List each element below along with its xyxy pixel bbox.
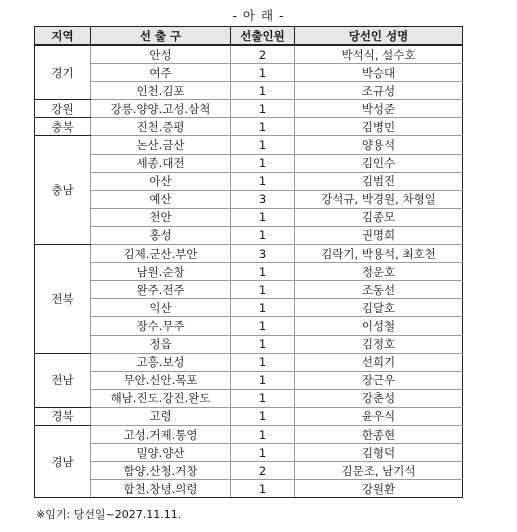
- district-cell: 고흥.보성: [91, 353, 231, 371]
- count-cell: 1: [231, 281, 295, 299]
- count-cell: 1: [231, 444, 295, 462]
- district-cell: 고령: [91, 407, 231, 425]
- district-cell: 무안.신안.목포: [91, 371, 231, 389]
- page-heading: - 아 래 -: [232, 8, 285, 23]
- count-cell: 1: [231, 371, 295, 389]
- column-header-region: 지역: [35, 27, 91, 46]
- table-row: [35, 82, 463, 100]
- district-cell: 정읍: [91, 335, 231, 353]
- names-cell: 조동선: [295, 281, 463, 299]
- district-cell: 함양.산청.거창: [91, 462, 231, 480]
- table-row: [35, 154, 463, 172]
- count-cell: 1: [231, 407, 295, 425]
- names-cell: 강석규, 박경원, 차형일: [295, 190, 463, 208]
- names-cell: 조규성: [295, 82, 463, 100]
- region-cell: 전남: [35, 353, 91, 407]
- column-header-count: 선출인원: [231, 27, 295, 46]
- table-row: [35, 190, 463, 208]
- names-cell: 윤우식: [295, 407, 463, 425]
- region-cell: 경북: [35, 407, 91, 425]
- names-cell: 양용석: [295, 136, 463, 154]
- names-cell: 장근우: [295, 371, 463, 389]
- table-row: [35, 281, 463, 299]
- table-row: [35, 136, 463, 154]
- district-cell: 강릉.양양.고성.삼척: [91, 100, 231, 118]
- table-row: [35, 444, 463, 462]
- count-cell: 1: [231, 299, 295, 317]
- table-row: [35, 389, 463, 407]
- district-cell: 진천.증평: [91, 118, 231, 136]
- region-cell: 강원: [35, 100, 91, 118]
- names-cell: 김문조, 남기석: [295, 462, 463, 480]
- count-cell: 1: [231, 263, 295, 281]
- table-header-row: [35, 27, 463, 46]
- count-cell: 1: [231, 425, 295, 443]
- table-row: [35, 317, 463, 335]
- count-cell: 1: [231, 82, 295, 100]
- table-row: [35, 100, 463, 118]
- count-cell: 1: [231, 154, 295, 172]
- names-cell: 이성철: [295, 317, 463, 335]
- table-row: [35, 480, 463, 498]
- names-cell: 김형덕: [295, 444, 463, 462]
- names-cell: 김인수: [295, 154, 463, 172]
- names-cell: 박승대: [295, 64, 463, 82]
- district-cell: 밀양.양산: [91, 444, 231, 462]
- table-row: [35, 118, 463, 136]
- count-cell: 1: [231, 208, 295, 226]
- count-cell: 1: [231, 353, 295, 371]
- table-row: [35, 371, 463, 389]
- district-cell: 세종.대전: [91, 154, 231, 172]
- names-cell: 김병민: [295, 118, 463, 136]
- count-cell: 3: [231, 190, 295, 208]
- district-cell: 익산: [91, 299, 231, 317]
- district-cell: 고성.거제.통영: [91, 425, 231, 443]
- region-cell: 충북: [35, 118, 91, 136]
- district-cell: 안성: [91, 45, 231, 64]
- election-results-table: [34, 26, 463, 498]
- count-cell: 2: [231, 45, 295, 64]
- table-row: [35, 64, 463, 82]
- names-cell: 한종현: [295, 425, 463, 443]
- table-row: [35, 208, 463, 226]
- names-cell: 김달호: [295, 299, 463, 317]
- district-cell: 홍성: [91, 226, 231, 244]
- district-cell: 남원.순창: [91, 263, 231, 281]
- district-cell: 완주.전주: [91, 281, 231, 299]
- district-cell: 천안: [91, 208, 231, 226]
- count-cell: 1: [231, 64, 295, 82]
- column-header-names: 당선인 성명: [295, 27, 463, 46]
- count-cell: 1: [231, 389, 295, 407]
- names-cell: 박성준: [295, 100, 463, 118]
- names-cell: 김범진: [295, 172, 463, 190]
- table-row: [35, 353, 463, 371]
- term-note: ※임기: 당선일~2027.11.11.: [36, 508, 182, 521]
- district-cell: 논산.금산: [91, 136, 231, 154]
- names-cell: 김정호: [295, 335, 463, 353]
- names-cell: 권명희: [295, 226, 463, 244]
- table-body: [35, 45, 463, 498]
- region-cell: 경남: [35, 425, 91, 497]
- count-cell: 1: [231, 335, 295, 353]
- count-cell: 1: [231, 226, 295, 244]
- count-cell: 1: [231, 172, 295, 190]
- names-cell: 강춘성: [295, 389, 463, 407]
- district-cell: 아산: [91, 172, 231, 190]
- count-cell: 3: [231, 245, 295, 263]
- count-cell: 1: [231, 118, 295, 136]
- table-row: [35, 263, 463, 281]
- table-row: [35, 45, 463, 64]
- table-row: [35, 425, 463, 443]
- count-cell: 1: [231, 317, 295, 335]
- district-cell: 해남.진도.강진.완도: [91, 389, 231, 407]
- count-cell: 1: [231, 100, 295, 118]
- district-cell: 인천.김포: [91, 82, 231, 100]
- names-cell: 선희기: [295, 353, 463, 371]
- district-cell: 장수.무주: [91, 317, 231, 335]
- district-cell: 여주: [91, 64, 231, 82]
- table-row: [35, 245, 463, 263]
- table-row: [35, 335, 463, 353]
- count-cell: 1: [231, 480, 295, 498]
- names-cell: 박석식, 설수호: [295, 45, 463, 64]
- names-cell: 김락기, 박용석, 최호천: [295, 245, 463, 263]
- region-cell: 충남: [35, 136, 91, 245]
- table-row: [35, 172, 463, 190]
- region-cell: 전북: [35, 245, 91, 354]
- district-cell: 합천.창녕.의령: [91, 480, 231, 498]
- names-cell: 강원환: [295, 480, 463, 498]
- names-cell: 정운호: [295, 263, 463, 281]
- table-row: [35, 226, 463, 244]
- count-cell: 2: [231, 462, 295, 480]
- table-row: [35, 299, 463, 317]
- table-row: [35, 462, 463, 480]
- table-row: [35, 407, 463, 425]
- column-header-district: 선 출 구: [91, 27, 231, 46]
- district-cell: 김제.군산.부안: [91, 245, 231, 263]
- names-cell: 김종모: [295, 208, 463, 226]
- count-cell: 1: [231, 136, 295, 154]
- region-cell: 경기: [35, 45, 91, 100]
- district-cell: 예산: [91, 190, 231, 208]
